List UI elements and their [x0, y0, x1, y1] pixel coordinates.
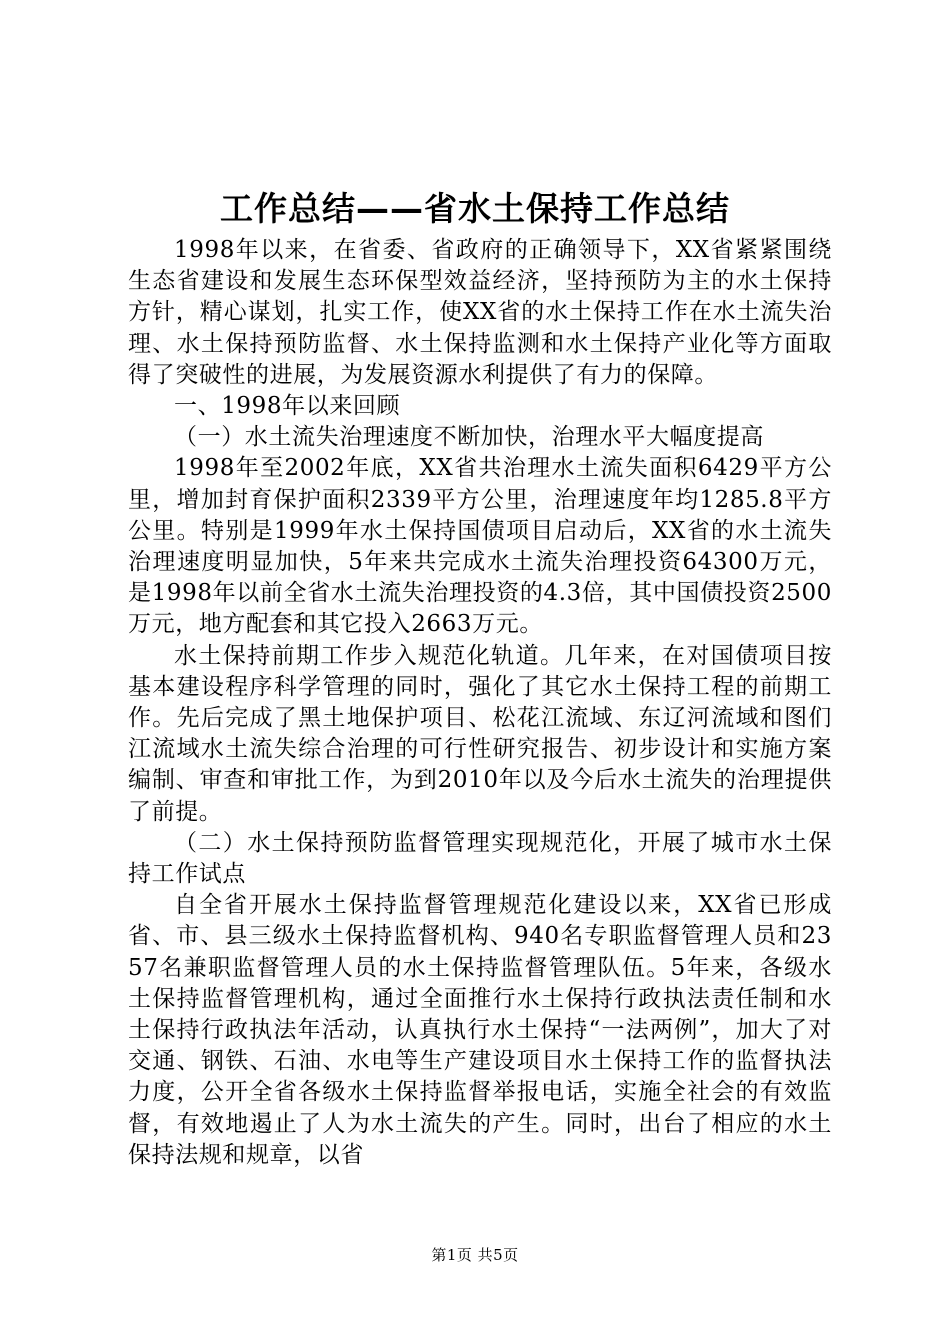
- section-heading-review: 一、1998年以来回顾: [174, 393, 401, 420]
- subsection-heading-2: （二）水土保持预防监督管理实现规范化，开展了城市水土保持工作试点: [128, 829, 832, 888]
- document-title: 工作总结——省水土保持工作总结: [220, 189, 730, 228]
- document-body: [128, 235, 832, 1171]
- intro-paragraph: 1998年以来，在省委、省政府的正确领导下，XX省紧紧围绕生态省建设和发展生态环保型效益经济，坚持预防为主的水土保持方针，精心谋划，扎实工作，使XX省的水土保持工作在水土流失治理、水土保持预防监督、水土保持监测和水土保持产业化等方面取得了突破性的进展，为发展资源水利提供了有力的保障。: [128, 237, 832, 388]
- body-paragraph-governance-stats: 1998年至2002年底，XX省共治理水土流失面积6429平方公里，增加封育保护面积2339平方公里，治理速度年均1285.8平方公里。特别是1999年水土保持国债项目启动后，XX省的水土流失治理速度明显加快，5年来共完成水土流失治理投资64300万元，是1998年以前全省水土流失治理投资的4.3倍，其中国债投资2500万元，地方配套和其它投入2663万元。: [128, 455, 832, 638]
- page-footer: 第1页 共5页: [431, 1246, 519, 1264]
- body-paragraph-preliminary-work: 水土保持前期工作步入规范化轨道。几年来，在对国债项目按基本建设程序科学管理的同时，强化了其它水土保持工程的前期工作。先后完成了黑土地保护项目、松花江流域、东辽河流域和图们江流域水土流失综合治理的可行性研究报告、初步设计和实施方案编制、审查和审批工作，为到2010年以及今后水土流失的治理提供了前提。: [128, 642, 832, 825]
- subsection-heading-1: （一）水土流失治理速度不断加快，治理水平大幅度提高: [174, 424, 764, 451]
- body-paragraph-supervision: 自全省开展水土保持监督管理规范化建设以来，XX省已形成省、市、县三级水土保持监督机构、940名专职监督管理人员和2357名兼职监督管理人员的水土保持监督管理队伍。5年来，各级水土保持监督管理机构，通过全面推行水土保持行政执法责任制和水土保持行政执法年活动，认真执行水土保持“一法两例”，加大了对交通、钢铁、石油、水电等生产建设项目水土保持工作的监督执法力度，公开全省各级水土保持监督举报电话，实施全社会的有效监督，有效地遏止了人为水土流失的产生。同时，出台了相应的水土保持法规和规章，以省: [128, 892, 832, 1168]
